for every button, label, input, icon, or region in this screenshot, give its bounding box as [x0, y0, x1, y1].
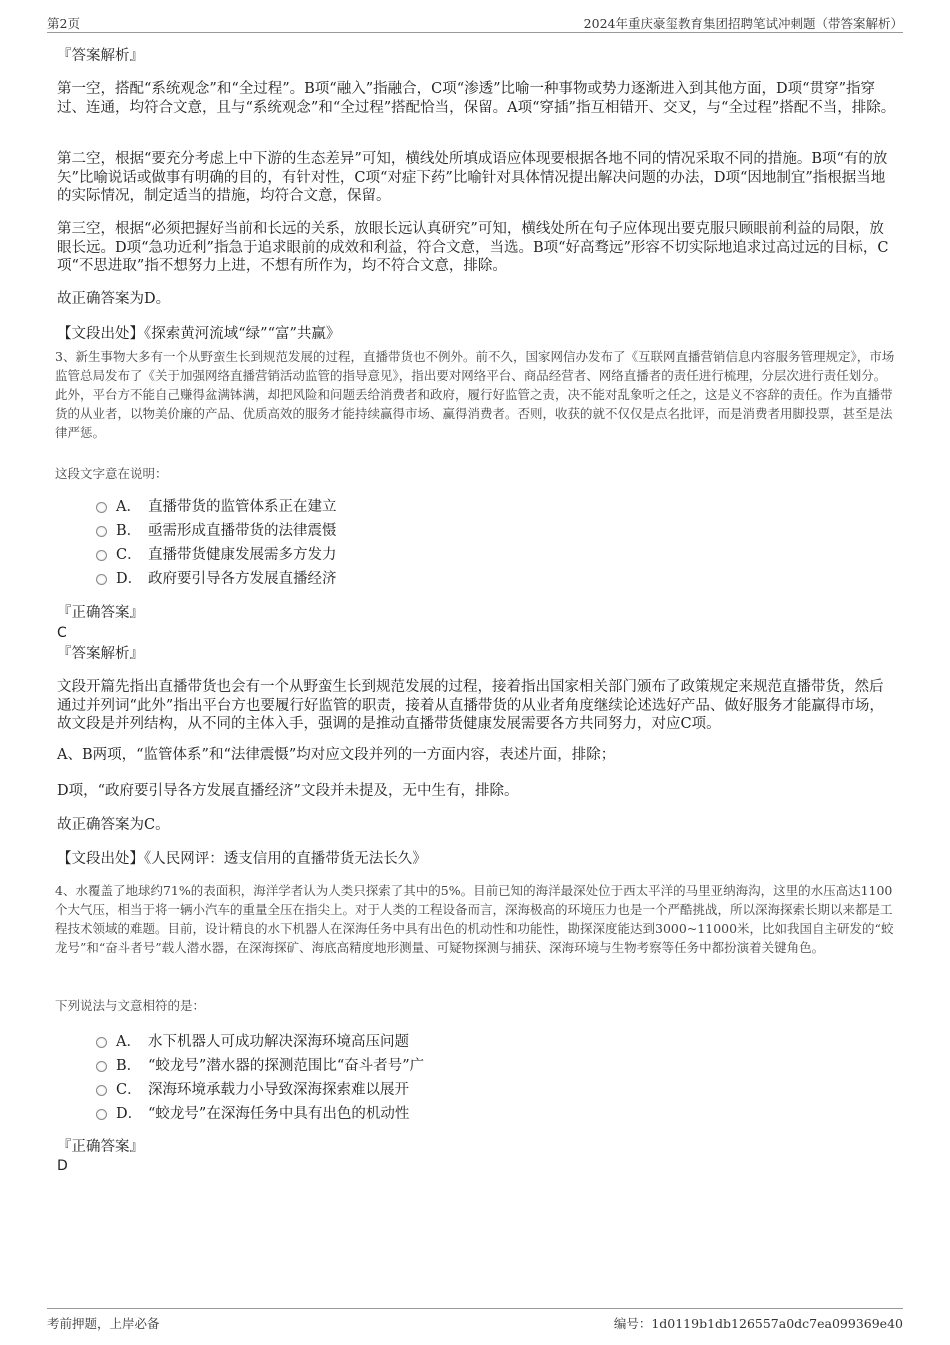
radio-icon[interactable]	[96, 1109, 107, 1120]
q3-answer-label: 『正确答案』	[57, 605, 144, 621]
radio-icon[interactable]	[96, 574, 107, 585]
option-text: 深海环境承载力小导致深海探索难以展开	[148, 1082, 409, 1098]
q4-option-b[interactable]	[96, 1054, 796, 1078]
q3-prompt: 这段文字意在说明：	[55, 466, 168, 481]
q3-conclusion: 故正确答案为C。	[57, 817, 170, 833]
q3-analysis-p2: A、B两项，“监管体系”和“法律震慑”均对应文段并列的一方面内容，表述片面，排除；	[57, 747, 616, 763]
document-title: 2024年重庆豪玺教育集团招聘笔试冲刺题（带答案解析）	[583, 16, 903, 31]
q4-prompt: 下列说法与文意相符的是：	[55, 998, 206, 1013]
option-letter: D．	[116, 571, 143, 587]
q4-answer-label: 『正确答案』	[57, 1139, 144, 1155]
page-header	[47, 12, 903, 33]
option-text: 直播带货的监管体系正在建立	[148, 499, 337, 515]
q2-source: 【文段出处】《探索黄河流域“绿”“富”共赢》	[57, 326, 341, 342]
q2-analysis-p3: 第三空，根据“必须把握好当前和长远的关系，放眼长远认真研究”可知，横线处所在句子应体现出要克服只顾眼前利益的局限，放眼长远。D项“急功近利”指急于追求眼前的成效和利益，符合文意，当选。B项“好高骛远”形容不切实际地追求过高过远的目标，C项“不思进取”指不想努力上进，不想有所作为，均不符合文意，排除。	[57, 221, 889, 274]
radio-icon[interactable]	[96, 502, 107, 513]
footer-slogan: 考前押题，上岸必备	[47, 1316, 160, 1331]
option-letter: D．	[116, 1106, 143, 1122]
q3-stem: 3、新生事物大多有一个从野蛮生长到规范发展的过程，直播带货也不例外。前不久，国家网信办发布了《互联网直播营销信息内容服务管理规定》，市场监管总局发布了《关于加强网络直播营销活动监管的指导意见》，指出要对网络平台、商品经营者、网络直播者的责任进行梳理，分层次进行责任划分。此外，平台方不能自己赚得盆满钵满，却把风险和问题丢给消费者和政府，履行好监管之责，决不能对乱象听之任之，这是义不容辞的责任。作为直播带货的从业者，以物美价廉的产品、优质高效的服务才能持续赢得市场、赢得消费者。否则，收获的就不仅仅是点名批评，而是消费者用脚投票，甚至是法律严惩。	[55, 349, 895, 440]
option-letter: B．	[116, 523, 142, 539]
q3-analysis-label: 『答案解析』	[57, 646, 144, 662]
q3-option-d[interactable]	[96, 567, 796, 591]
q3-answer: C	[57, 625, 67, 641]
q2-analysis-p2: 第二空，根据“要充分考虑上中下游的生态差异”可知，横线处所填成语应体现要根据各地不同的情况采取不同的措施。B项“有的放矢”比喻说话或做事有明确的目的，有针对性，C项“对症下药”比喻针对具体情况提出解决问题的办法，D项“因地制宜”指根据当地的实际情况，制定适当的措施，均符合文意，保留。	[57, 151, 888, 204]
option-text: “蛟龙号”潜水器的探测范围比“奋斗者号”广	[148, 1058, 425, 1074]
q3-source: 【文段出处】《人民网评：透支信用的直播带货无法长久》	[57, 851, 427, 867]
q2-conclusion: 故正确答案为D。	[57, 291, 171, 307]
q3-analysis-p3: D项，“政府要引导各方发展直播经济”文段并未提及，无中生有，排除。	[57, 783, 519, 799]
q3-analysis-p1: 文段开篇先指出直播带货也会有一个从野蛮生长到规范发展的过程，接着指出国家相关部门颁布了政策规定来规范直播带货，然后通过并列词“此外”指出平台方也要履行好监管的职责，接着从直播带货的从业者角度继续论述选好产品、做好服务才能赢得市场，故文段是并列结构，从不同的主体入手，强调的是推动直播带货健康发展需要各方共同努力，对应C项。	[57, 679, 884, 732]
q2-analysis-p1: 第一空，搭配“系统观念”和“全过程”。B项“融入”指融合，C项“渗透”比喻一种事物或势力逐渐进入到其他方面，D项“贯穿”指穿过、连通，均符合文意，且与“系统观念”和“全过程”搭配恰当，保留。A项“穿插”指互相错开、交叉，与“全过程”搭配不当，排除。	[57, 81, 896, 116]
option-letter: C．	[116, 547, 142, 563]
document-id: 编号：1d0119b1db126557a0dc7ea099369e40	[613, 1316, 903, 1331]
radio-icon[interactable]	[96, 1037, 107, 1048]
q4-options	[96, 1030, 796, 1126]
q3-options	[96, 495, 796, 591]
q4-stem: 4、水覆盖了地球约71%的表面积，海洋学者认为人类只探索了其中的5%。目前已知的海洋最深处位于西太平洋的马里亚纳海沟，这里的水压高达1100个大气压，相当于将一辆小汽车的重量全压在指尖上。对于人类的工程设备而言，深海极高的环境压力也是一个严酷挑战，所以深海探索长期以来都是工程技术领域的难题。目前，设计精良的水下机器人在深海任务中具有出色的机动性和功能性，勘探深度能达到3000~11000米，比如我国自主研发的“蛟龙号”和“奋斗者号”载人潜水器，在深海探矿、海底高精度地形测量、可疑物探测与捕获、深海环境与生物考察等任务中都扮演着关键角色。	[55, 883, 894, 955]
q4-option-a[interactable]	[96, 1030, 796, 1054]
option-letter: C．	[116, 1082, 142, 1098]
option-text: 水下机器人可成功解决深海环境高压问题	[148, 1034, 409, 1050]
q4-answer: D	[57, 1158, 68, 1174]
q3-option-c[interactable]	[96, 543, 796, 567]
option-text: 直播带货健康发展需多方发力	[148, 547, 337, 563]
radio-icon[interactable]	[96, 1061, 107, 1072]
q3-option-b[interactable]	[96, 519, 796, 543]
page-number: 第2页	[47, 16, 80, 31]
option-letter: B．	[116, 1058, 142, 1074]
q2-analysis-label: 『答案解析』	[57, 48, 144, 64]
option-text: “蛟龙号”在深海任务中具有出色的机动性	[148, 1106, 410, 1122]
option-letter: A．	[116, 499, 141, 515]
radio-icon[interactable]	[96, 550, 107, 561]
page-footer	[47, 1308, 903, 1331]
radio-icon[interactable]	[96, 1085, 107, 1096]
q4-option-c[interactable]	[96, 1078, 796, 1102]
q3-option-a[interactable]	[96, 495, 796, 519]
q4-option-d[interactable]	[96, 1102, 796, 1126]
option-text: 政府要引导各方发展直播经济	[148, 571, 337, 587]
radio-icon[interactable]	[96, 526, 107, 537]
option-letter: A．	[116, 1034, 141, 1050]
option-text: 亟需形成直播带货的法律震慑	[148, 523, 337, 539]
